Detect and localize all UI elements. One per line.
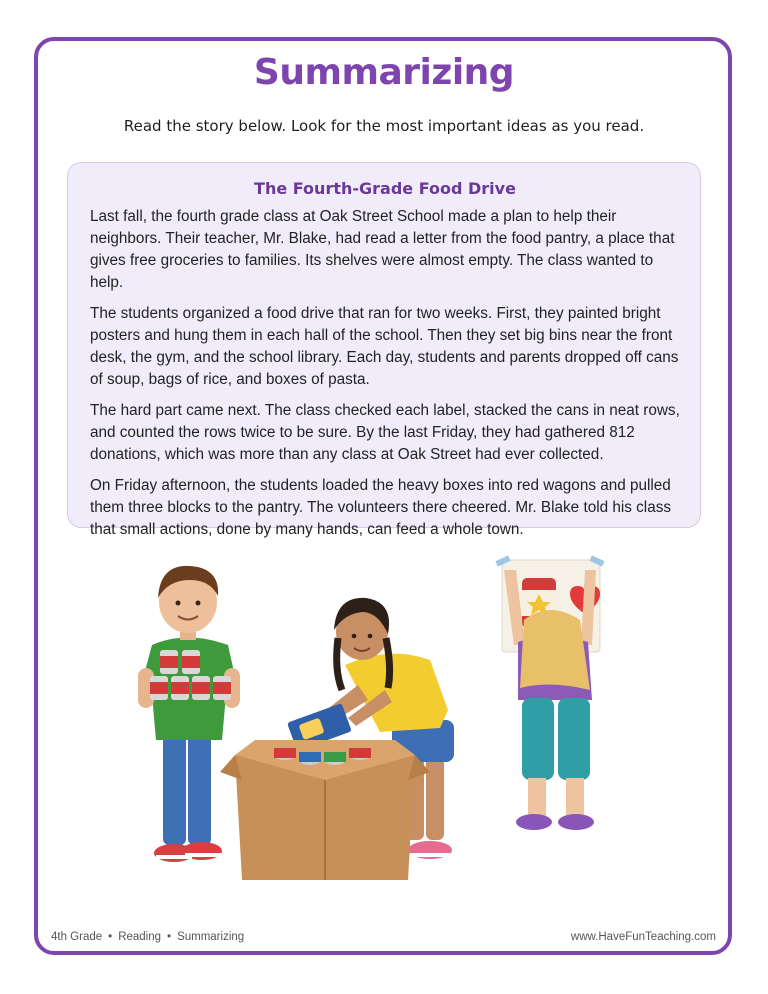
footer-grade: 4th Grade	[51, 931, 103, 943]
footer-website: www.HaveFunTeaching.com	[570, 931, 716, 943]
story-paragraph-3: The hard part came next. The class checked each label, stacked the cans in neat rows, and counted the rows twice to be sure. By the last Friday, they had gathered 812 donations, which was more than any class at Oak Street had ever collected.	[90, 402, 680, 463]
page-title: Summarizing	[253, 52, 515, 93]
footer-breadcrumb	[51, 931, 244, 943]
story-paragraph-4: On Friday afternoon, the students loaded the heavy boxes into red wagons and pulled them three blocks to the pantry. The volunteers there cheered. Mr. Blake told his class that small actions, done by many hands, can feed a whole town.	[90, 477, 672, 538]
bullet-separator: •	[167, 931, 172, 943]
footer-subject: Reading	[118, 931, 162, 943]
story-paragraph-1: Last fall, the fourth grade class at Oak Street School made a plan to help their neighbors. Their teacher, Mr. Blake, had read a letter from the food pantry, a place that gives free groceries to families. Its shelves were almost empty. The class wanted to help.	[90, 208, 675, 291]
poster-girl-figure	[495, 555, 604, 830]
story-title: The Fourth-Grade Food Drive	[254, 179, 516, 198]
instructions-text: Read the story below. Look for the most important ideas as you read.	[123, 117, 645, 135]
donation-box	[220, 740, 430, 880]
food-drive-illustration	[130, 550, 650, 880]
story-box	[67, 162, 701, 538]
bullet-separator: •	[108, 931, 113, 943]
footer-topic: Summarizing	[177, 931, 245, 943]
boy-figure	[138, 566, 240, 862]
story-paragraph-2: The students organized a food drive that ran for two weeks. First, they painted bright posters and hung them in each hall of the school. Then they set big bins near the front desk, the gym, and the school library. Each day, students and parents dropped off cans of soup, bags of rice, and boxes of pasta.	[90, 305, 679, 388]
